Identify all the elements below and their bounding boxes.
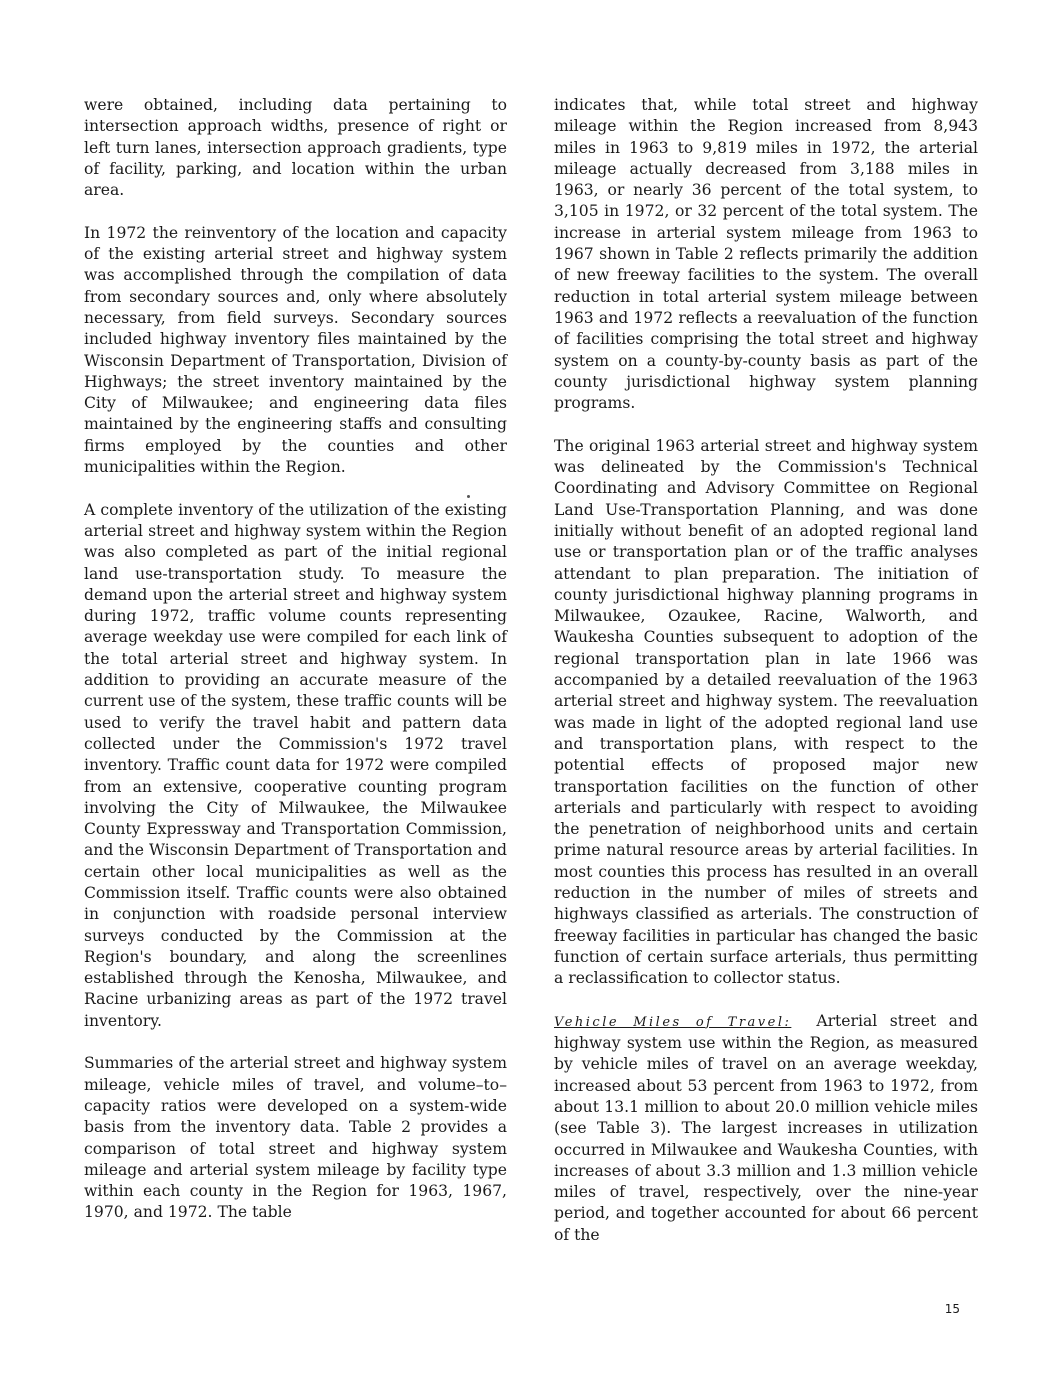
vmt-text: Arterial street and highway system use within the Region, as measured by vehicle miles of travel on an average weekday, increased about 53 percent from 1963 to 1972, from about 13.1 million to about 20.0 million vehicle miles (see Table 3). The largest increases in utilization occurred in Milwaukee and Waukesha Counties, with increases of about 3.3 million and 1.3 million vehicle miles of travel, respectively, over the nine-year period, and together accounted for about 66 percent of the bbox=[554, 1011, 978, 1244]
left-paragraph-2: In 1972 the reinventory of the location and capacity of the existing arterial street and highway system was accomplished through the compilation of data from secondary sources and, only where absolutely necessary, from field surveys. Secondary sources included highway inventory files maintained by the Wisconsin Department of Transportation, Division of Highways; the street inventory maintained by the City of Milwaukee; and engineering data files maintained by the engineering staffs and consulting firms employed by the counties and other municipalities within the Region. bbox=[84, 223, 507, 477]
vmt-heading: Vehicle Miles of Travel: bbox=[554, 1014, 792, 1030]
left-column bbox=[84, 95, 507, 1245]
right-paragraph-2: The original 1963 arterial street and highway system was delineated by the Commission's Technical Coordinating and Advisory Committee on Regional Land Use-Transportation Planning, and was done initially without benefit of an adopted regional land use or transportation plan or of the traffic analyses attendant to plan preparation. The initiation of county jurisdictional highway planning programs in Milwaukee, Ozaukee, Racine, Walworth, and Waukesha Counties subsequent to adoption of the regional transportation plan in late 1966 was accompanied by a detailed reevaluation of the 1963 arterial street and highway system. The reevaluation was made in light of the adopted regional land use and transportation plans, with respect to the potential effects of proposed major new transportation facilities on the function of other arterials and particularly with respect to avoiding the penetration of neighborhood units and certain prime natural resource areas by arterial facilities. In most counties this process has resulted in an overall reduction in the number of miles of streets and highways classified as arterials. The construction of freeway facilities in particular has changed the basic function of certain surface arterials, thus permitting a reclassification to collector status. bbox=[554, 436, 978, 988]
left-paragraph-4: Summaries of the arterial street and highway system mileage, vehicle miles of travel, and volume–to–capacity ratios were developed on a system-wide basis from the inventory data. Table 2 provides a comparison of total street and highway system mileage and arterial system mileage by facility type within each county in the Region for 1963, 1967, 1970, and 1972. The table bbox=[84, 1054, 507, 1222]
right-paragraph-1: indicates that, while total street and highway mileage within the Region increased from 8,943 miles in 1963 to 9,819 miles in 1972, the arterial mileage actually decreased from 3,188 miles in 1963, or nearly 36 percent of the total system, to 3,105 in 1972, or 32 percent of the total system. The increase in arterial system mileage from 1963 to 1967 shown in Table 2 reflects primarily the addition of new freeway facilities to the system. The overall reduction in total arterial system mileage between 1963 and 1972 reflects a reevaluation of the function of facilities comprising the total street and highway system on a county-by-county basis as part of the county jurisdictional highway system planning programs. bbox=[554, 96, 978, 413]
left-paragraph-3: A complete inventory of the utilization of the existing arterial street and highway system within the Region was also completed as part of the initial regional land use-transportation study. To measure the demand upon the arterial street and highway system during 1972, traffic volume counts representing average weekday use were compiled for each link of the total arterial street and highway system. In addition to providing an accurate measure of the current use of the system, these traffic counts will be used to verify the travel habit and pattern data collected under the Commission's 1972 travel inventory. Traffic count data for 1972 were compiled from an extensive, cooperative counting program involving the City of Milwaukee, the Milwaukee County Expressway and Transportation Commission, and the Wisconsin Department of Transportation and certain other local municipalities as well as the Commission itself. Traffic counts were also obtained in conjunction with roadside personal interview surveys conducted by the Commission at the Region's boundary, and along the screenlines established through the Kenosha, Milwaukee, and Racine urbanizing areas as part of the 1972 travel inventory. bbox=[84, 500, 507, 1030]
scan-speck bbox=[467, 495, 470, 498]
page-number: 15 bbox=[944, 1302, 960, 1316]
vmt-paragraph bbox=[554, 1011, 978, 1246]
left-paragraph-1: were obtained, including data pertaining to intersection approach widths, presence of right or left turn lanes, intersection approach gradients, type of facility, parking, and location within the urban area. bbox=[84, 96, 507, 200]
right-column bbox=[554, 95, 978, 1267]
